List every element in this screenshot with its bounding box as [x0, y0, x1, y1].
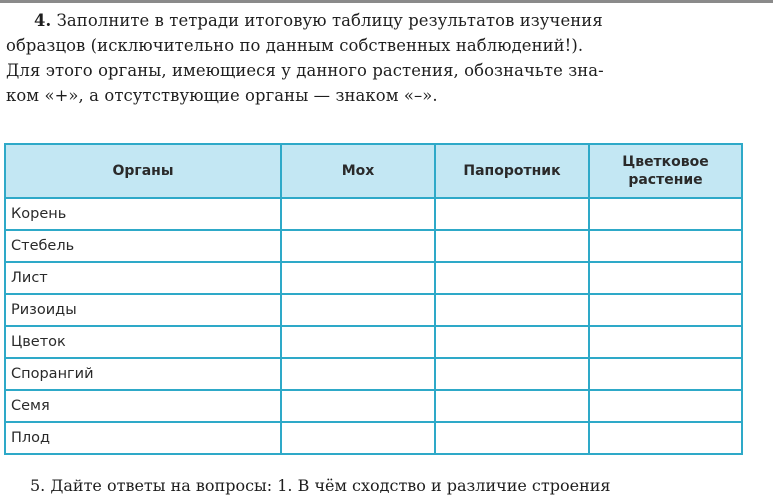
- task-line-2: образцов (исключительно по данным собственных наблюдений!).: [6, 36, 584, 55]
- organ-cell: Лист: [5, 262, 281, 294]
- header-flowering-plant-label: Цветковое растение: [622, 154, 709, 188]
- fern-cell: [435, 198, 589, 230]
- table-row: [5, 230, 742, 262]
- next-task-text-cropped: 5. Дайте ответы на вопросы: 1. В чём сходство и различие строения: [30, 476, 611, 495]
- header-organs: Органы: [5, 144, 281, 198]
- table-header-row: [5, 144, 742, 198]
- organ-cell: Семя: [5, 390, 281, 422]
- organ-cell: Корень: [5, 198, 281, 230]
- fern-cell: [435, 358, 589, 390]
- organ-cell: Стебель: [5, 230, 281, 262]
- table-body: [5, 198, 742, 454]
- task-line-1-text: Заполните в тетради итоговую таблицу результатов изучения: [56, 11, 603, 30]
- fern-cell: [435, 262, 589, 294]
- fern-cell: [435, 422, 589, 454]
- moss-cell: [281, 390, 435, 422]
- header-moss: Мох: [281, 144, 435, 198]
- header-flowering-plant: [589, 144, 742, 198]
- moss-cell: [281, 422, 435, 454]
- table-row: [5, 422, 742, 454]
- flowering-cell: [589, 390, 742, 422]
- organ-cell: Ризоиды: [5, 294, 281, 326]
- moss-cell: [281, 326, 435, 358]
- organ-cell: Спорангий: [5, 358, 281, 390]
- table-row: [5, 294, 742, 326]
- header-fern: Папоротник: [435, 144, 589, 198]
- flowering-cell: [589, 326, 742, 358]
- organ-cell: Плод: [5, 422, 281, 454]
- flowering-cell: [589, 230, 742, 262]
- table-row: [5, 198, 742, 230]
- results-table-wrapper: [4, 143, 741, 455]
- fern-cell: [435, 230, 589, 262]
- task-number: 4.: [34, 11, 52, 30]
- moss-cell: [281, 294, 435, 326]
- fern-cell: [435, 326, 589, 358]
- flowering-cell: [589, 422, 742, 454]
- table-row: [5, 390, 742, 422]
- table-row: [5, 358, 742, 390]
- flowering-cell: [589, 198, 742, 230]
- flowering-cell: [589, 294, 742, 326]
- task-4-text: [6, 8, 761, 108]
- moss-cell: [281, 230, 435, 262]
- moss-cell: [281, 358, 435, 390]
- table-row: [5, 262, 742, 294]
- moss-cell: [281, 198, 435, 230]
- table-row: [5, 326, 742, 358]
- task-line-4: ком «+», а отсутствующие органы — знаком «–».: [6, 86, 438, 105]
- fern-cell: [435, 294, 589, 326]
- fern-cell: [435, 390, 589, 422]
- results-table: [4, 143, 743, 455]
- moss-cell: [281, 262, 435, 294]
- flowering-cell: [589, 358, 742, 390]
- task-line-1: [6, 8, 761, 33]
- top-rule: [0, 0, 773, 3]
- task-line-3: Для этого органы, имеющиеся у данного растения, обозначьте зна-: [6, 61, 604, 80]
- flowering-cell: [589, 262, 742, 294]
- organ-cell: Цветок: [5, 326, 281, 358]
